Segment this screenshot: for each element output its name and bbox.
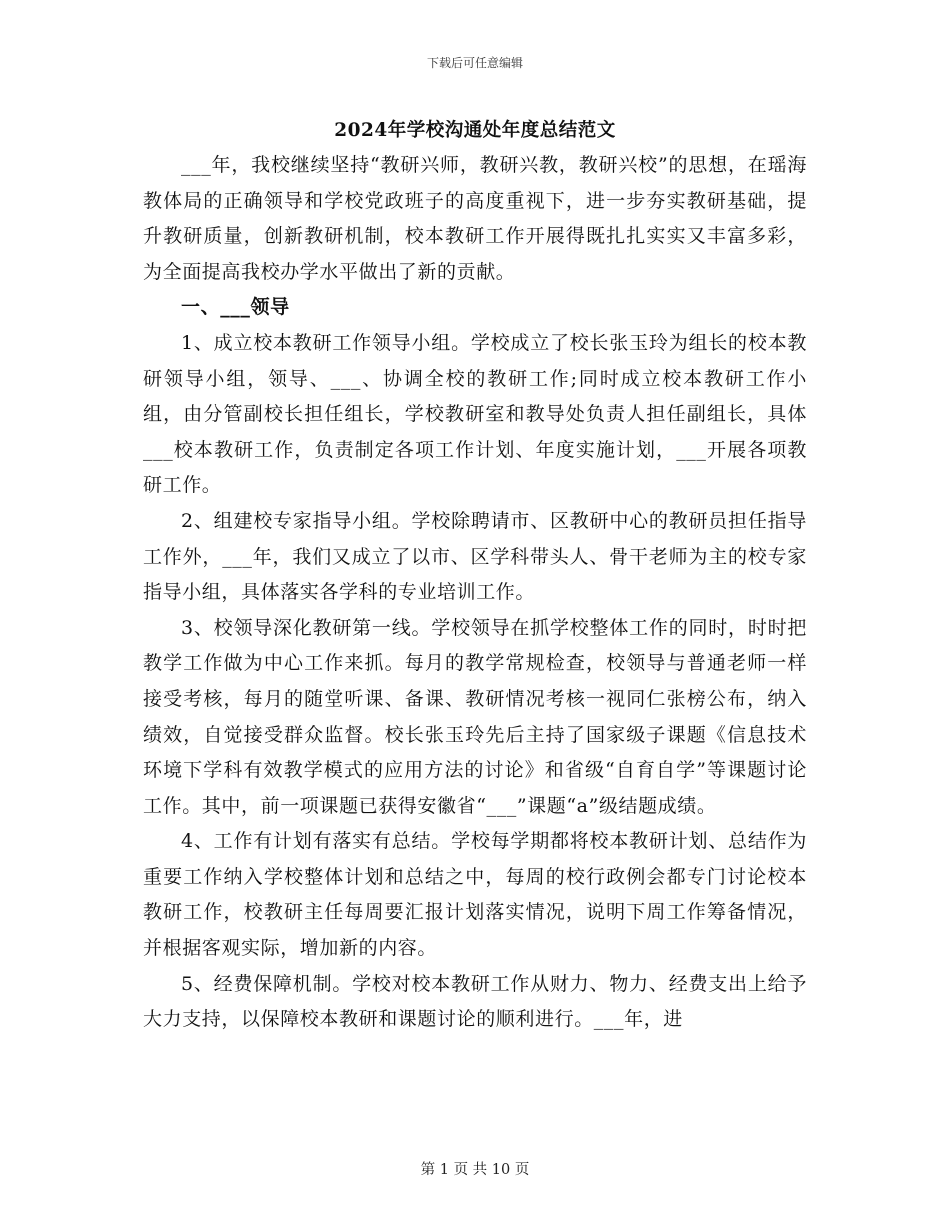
document-title: 2024年学校沟通处年度总结范文 [334,120,616,141]
section-heading: 一、___领导 [181,296,290,319]
paragraph-item-5: 5、经费保障机制。学校对校本教研工作从财力、物力、经费支出上给予大力支持，以保障校本教研和课题讨论的顺利进行。___年，进 [143,972,807,1031]
page-header-note: 下载后可任意编辑 [426,56,523,70]
paragraph-item-3: 3、校领导深化教研第一线。学校领导在抓学校整体工作的同时，时时把教学工作做为中心工作来抓。每月的教学常规检查，校领导与普通老师一样接受考核，每月的随堂听课、备课、教研情况考核一视同仁张榜公布，纳入绩效，自觉接受群众监督。校长张玉玲先后主持了国家级子课题《信息技术环境下学科有效教学模式的应用方法的讨论》和省级“自育自学”等课题讨论工作。其中，前一项课题已获得安徽省“___”课题“a”级结题成绩。 [143,616,807,817]
paragraph-item-2: 2、组建校专家指导小组。学校除聘请市、区教研中心的教研员担任指导工作外，___年，我们又成立了以市、区学科带头人、骨干老师为主的校专家指导小组，具体落实各学科的专业培训工作。 [143,509,807,604]
page-number: 第 1 页 共 10 页 [420,1162,530,1178]
paragraph-item-4: 4、工作有计划有落实有总结。学校每学期都将校本教研计划、总结作为重要工作纳入学校整体计划和总结之中，每周的校行政例会都专门讨论校本教研工作，校教研主任每周要汇报计划落实情况，说明下周工作筹备情况，并根据客观实际，增加新的内容。 [143,830,807,960]
intro-paragraph: ___年，我校继续坚持“教研兴师，教研兴教，教研兴校”的思想，在瑶海教体局的正确领导和学校党政班子的高度重视下，进一步夯实教研基础，提升教研质量，创新教研机制，校本教研工作开展得既扎扎实实又丰富多彩，为全面提高我校办学水平做出了新的贡献。 [143,154,807,283]
document-body [143,148,807,1038]
paragraph-item-1: 1、成立校本教研工作领导小组。学校成立了校长张玉玲为组长的校本教研领导小组，领导、___、协调全校的教研工作;同时成立校本教研工作小组，由分管副校长担任组长，学校教研室和教导处负责人担任副组长，具体___校本教研工作，负责制定各项工作计划、年度实施计划，___开展各项教研工作。 [143,331,807,497]
